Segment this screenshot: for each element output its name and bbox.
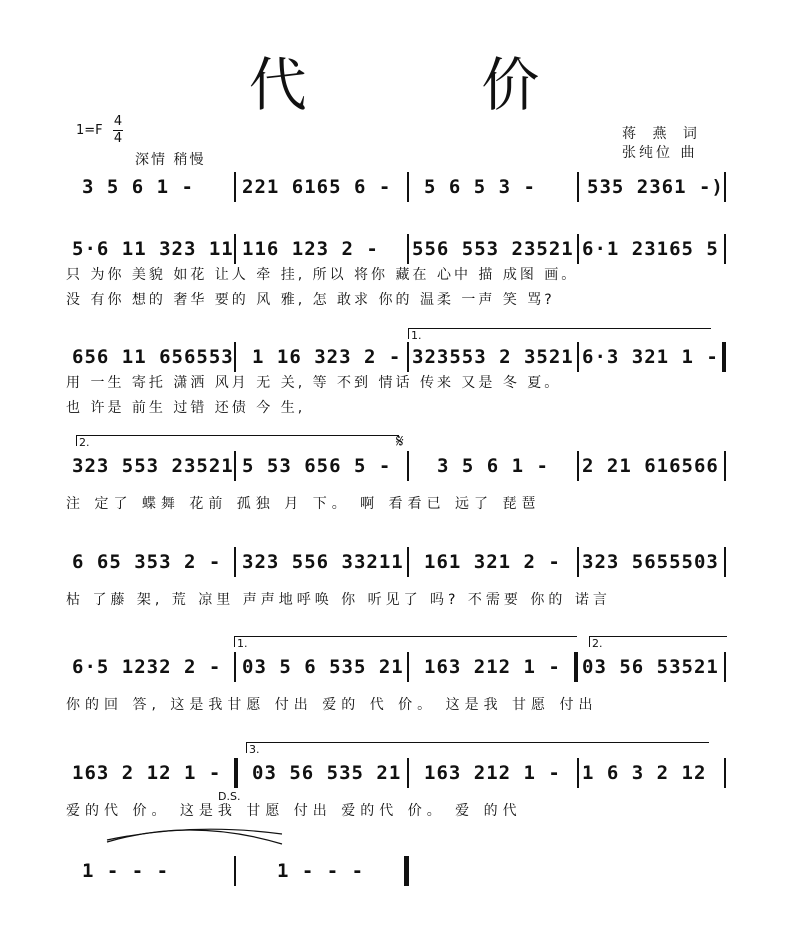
score-row-4 [62, 431, 730, 545]
volta-3: 3. [246, 742, 709, 753]
bar-notes: 3 5 6 1 - [82, 176, 194, 198]
repeat-end-barline [722, 342, 726, 372]
score-row-3 [62, 329, 730, 436]
composer-credit: 张纯位 曲 [622, 145, 698, 161]
bar-notes: 6·1 23165 5 [582, 238, 719, 260]
bar-notes: 535 2361 -) [587, 176, 724, 198]
barline [577, 758, 579, 788]
barline [407, 652, 409, 682]
lyric-line-1: 用 一生 寄托 潇洒 风月 无 关, 等 不到 情话 传来 又是 冬 夏。 [66, 375, 562, 391]
bar-notes: 163 2 12 1 - [72, 762, 222, 784]
bar-notes: 1 16 323 2 - [252, 346, 402, 368]
lyric-line-2: 没 有你 想的 奢华 要的 风 雅, 怎 敢求 你的 温柔 一声 笑 骂? [66, 292, 555, 308]
key-signature [76, 123, 103, 138]
score-row-2 [62, 238, 730, 328]
barline [407, 758, 409, 788]
bar-notes: 6 65 353 2 - [72, 551, 222, 573]
bar-notes: 6·3 321 1 - [582, 346, 719, 368]
time-bottom: 4 [113, 131, 123, 146]
barline [407, 234, 409, 264]
score-row-5 [62, 551, 730, 641]
bar-notes: 323553 2 3521 [412, 346, 574, 368]
barline [234, 451, 236, 481]
bar-notes: 221 6165 6 - [242, 176, 392, 198]
barline [724, 547, 726, 577]
bar-notes: 163 212 1 - [424, 656, 561, 678]
segno-sign: 𝄋 [396, 431, 404, 452]
barline [577, 547, 579, 577]
lyric-line-1: 枯 了藤 架, 荒 凉里 声声地呼唤 你 听见了 吗? 不需要 你的 诺言 [66, 592, 611, 608]
volta-2: 2. [76, 435, 399, 446]
bar-notes: 163 212 1 - [424, 762, 561, 784]
volta-1: 1. [408, 328, 711, 339]
lyric-line-1: 你的回 答, 这是我甘愿 付出 爱的 代 价。 这是我 甘愿 付出 [66, 697, 598, 713]
bar-notes: 2 21 616566 [582, 455, 719, 477]
bar-notes: 03 56 53521 [582, 656, 719, 678]
barline [234, 342, 236, 372]
barline [724, 172, 726, 202]
barline [407, 451, 409, 481]
bar-notes: 3 5 6 1 - [437, 455, 549, 477]
barline [724, 451, 726, 481]
bar-notes: 6·5 1232 2 - [72, 656, 222, 678]
lyric-line-1: 只 为你 美貌 如花 让人 牵 挂, 所以 将你 藏在 心中 描 成图 画。 [66, 267, 579, 283]
score-row-6 [62, 637, 730, 746]
repeat-end-barline [574, 652, 578, 682]
bar-notes: 5 6 5 3 - [424, 176, 536, 198]
barline [234, 547, 236, 577]
bar-notes: 161 321 2 - [424, 551, 561, 573]
bar-notes: 323 556 33211 [242, 551, 404, 573]
bar-notes: 116 123 2 - [242, 238, 379, 260]
bar-notes: 556 553 23521 [412, 238, 574, 260]
volta-2: 2. [589, 636, 727, 647]
barline [724, 758, 726, 788]
bar-notes: 656 11 656553 [72, 346, 234, 368]
bar-notes: 1 - - - [277, 860, 365, 882]
bar-notes: 03 5 6 535 21 [242, 656, 404, 678]
lyric-line-2: 也 许是 前生 过错 还债 今 生, [66, 400, 306, 416]
double-barline [234, 758, 238, 788]
key-label: 1=F [76, 123, 103, 138]
bar-notes: 323 5655503 [582, 551, 719, 573]
lyricist-credit: 蒋 燕 词 [622, 126, 703, 142]
barline [724, 652, 726, 682]
barline [234, 234, 236, 264]
bar-notes: 5 53 656 5 - [242, 455, 392, 477]
barline [234, 652, 236, 682]
barline [577, 172, 579, 202]
bar-notes: 323 553 23521 [72, 455, 234, 477]
barline [577, 234, 579, 264]
tempo-marking: 深情 稍慢 [135, 152, 206, 168]
song-title: 代 价 [248, 51, 618, 119]
barline [234, 856, 236, 886]
barline [234, 172, 236, 202]
barline [577, 451, 579, 481]
final-barline [404, 856, 409, 886]
tie-arc [102, 822, 302, 852]
bar-notes: 1 6 3 2 12 [582, 762, 707, 784]
barline [407, 172, 409, 202]
bar-notes: 5·6 11 323 11 [72, 238, 234, 260]
dal-segno-mark: D.S. [218, 790, 241, 803]
time-top: 4 [113, 114, 123, 129]
bar-notes: 1 - - - [82, 860, 170, 882]
lyric-line-1: 爱的代 价。 这是我 甘愿 付出 爱的代 价。 爱 的代 [66, 803, 522, 819]
score-row-8 [62, 860, 730, 950]
bar-notes: 03 56 535 21 [252, 762, 402, 784]
barline [724, 234, 726, 264]
lyric-line-1: 注 定了 蝶舞 花前 孤独 月 下。 啊 看看已 远了 琵琶 [66, 496, 541, 512]
time-signature [113, 114, 123, 147]
volta-1: 1. [234, 636, 577, 647]
barline [577, 342, 579, 372]
barline [407, 342, 409, 372]
barline [407, 547, 409, 577]
